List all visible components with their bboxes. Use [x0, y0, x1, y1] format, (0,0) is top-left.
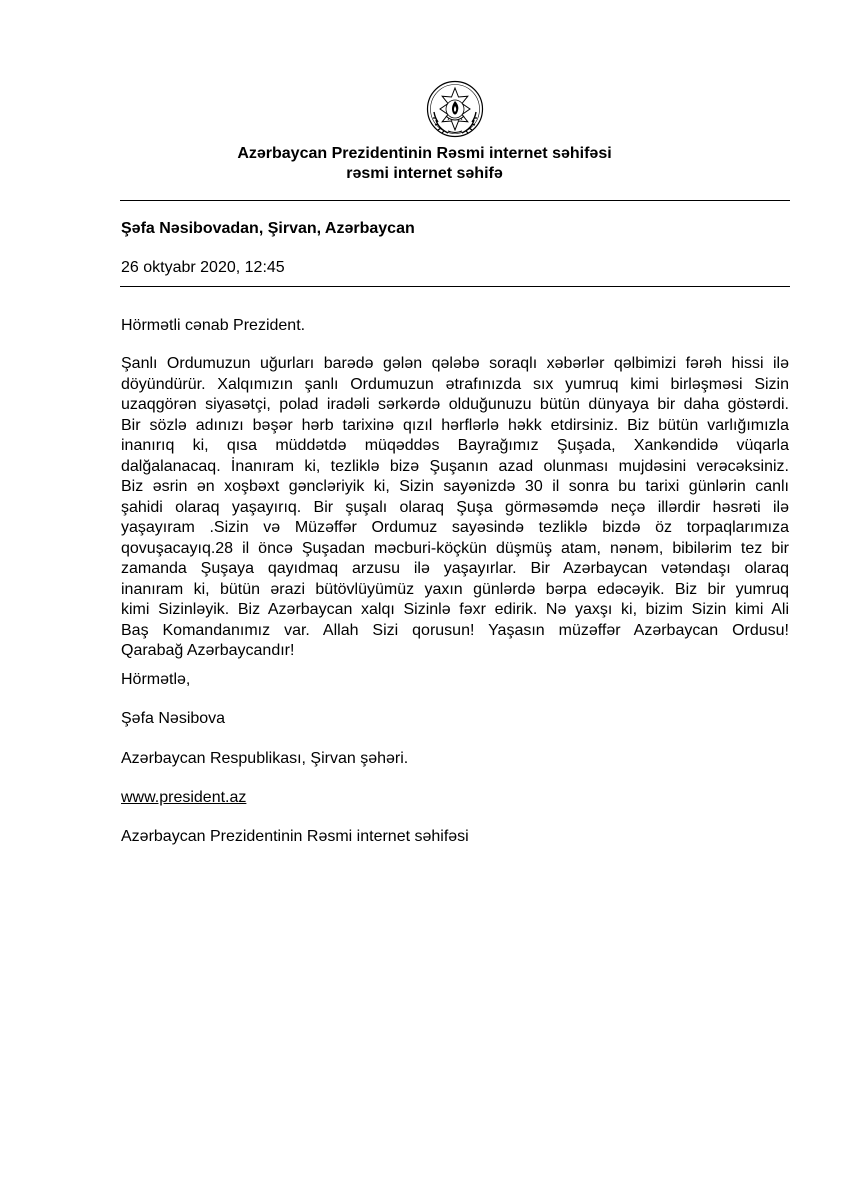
website-link[interactable]: www.president.az	[121, 789, 247, 806]
letter-footer: Azərbaycan Prezidentinin Rəsmi internet səhifəsi	[121, 828, 469, 845]
letter-body	[121, 354, 789, 662]
body-line: Şanlı Ordumuzun uğurları barədə gələn qələbə soraqlı xəbərlər qəlbimizi fərəh hissi ilə	[121, 355, 789, 372]
azerbaijan-emblem-icon	[426, 80, 484, 138]
letter-signature: Şəfa Nəsibova	[121, 710, 226, 727]
body-line: inanıram ki, bütün ərazi bütövlüyümüz yaxın günlərdə bərpa edəcəyik. Biz bir yumruq	[121, 580, 789, 598]
body-line: inanırıq ki, qısa müddətdə müqəddəs Bayrağımız Şuşada, Xankəndidə vüqarla	[121, 437, 789, 454]
body-line: şahidi olaraq yaşayırıq. Bir şuşalı olaraq Şuşa görməsəmdə neçə illərdir həsrəti ilə	[121, 498, 789, 516]
body-line: Baş Komandanımız var. Allah Sizi qorusun! Yaşasın müzəffər Azərbaycan Ordusu!	[121, 621, 789, 639]
body-line: kimi Sizinləyik. Biz Azərbaycan xalqı Sizinlə fəxr edirik. Nə yaxşı ki, bizim Sizin kimi Ali	[121, 601, 789, 618]
header-divider	[120, 200, 790, 201]
body-line: Bir sözlə adınızı bəşər hərb tarixinə qızıl hərflərlə həkk etdirsiniz. Biz bütün varlığımızla	[121, 416, 789, 434]
body-line: uzaqgörən siyasətçi, polad iradəli sərkərdə olduğunuzu bütün dünyaya bir daha göstərdi.	[121, 396, 789, 413]
body-line: döyündürür. Xalqımızın şanlı Ordumuzun ətrafınızda sıx yumruq kimi birləşməsi Sizin	[121, 375, 789, 393]
letter-sender: Şəfa Nəsibovadan, Şirvan, Azərbaycan	[121, 220, 415, 237]
body-line: yaşayıram .Sizin və Müzəffər Ordumuz sayəsində tezliklə bizdə öz torpaqlarımıza	[121, 519, 789, 536]
letter-greeting: Hörmətli cənab Prezident.	[121, 317, 306, 334]
page-subtitle: rəsmi internet səhifə	[346, 165, 503, 182]
body-line: zamanda Şuşaya qayıdmaq arzusu ilə yaşayırlar. Bir Azərbaycan vətəndaşı olaraq	[121, 560, 789, 577]
body-line: qovuşacayıq.28 il öncə Şuşadan məcburi-köçkün düşmüş atam, nənəm, bibilərim tez bir	[121, 539, 789, 557]
body-line: Qarabağ Azərbaycandır!	[121, 642, 295, 659]
letter-closing: Hörmətlə,	[121, 671, 191, 688]
letter-date: 26 oktyabr 2020, 12:45	[121, 259, 285, 276]
meta-divider	[120, 286, 790, 287]
body-line: dalğalanacaq. İnanıram ki, tezliklə bizə Şuşanın azad olunması mujdəsini verəcəksiniz.	[121, 457, 789, 475]
letter-location: Azərbaycan Respublikası, Şirvan şəhəri.	[121, 750, 409, 767]
page-title: Azərbaycan Prezidentinin Rəsmi internet səhifəsi	[237, 145, 612, 162]
body-line: Biz əsrin ən xoşbəxt gəncləriyik ki, Sizin sayənizdə 30 il sonra bu tarixi günlərin canlı	[121, 478, 789, 495]
